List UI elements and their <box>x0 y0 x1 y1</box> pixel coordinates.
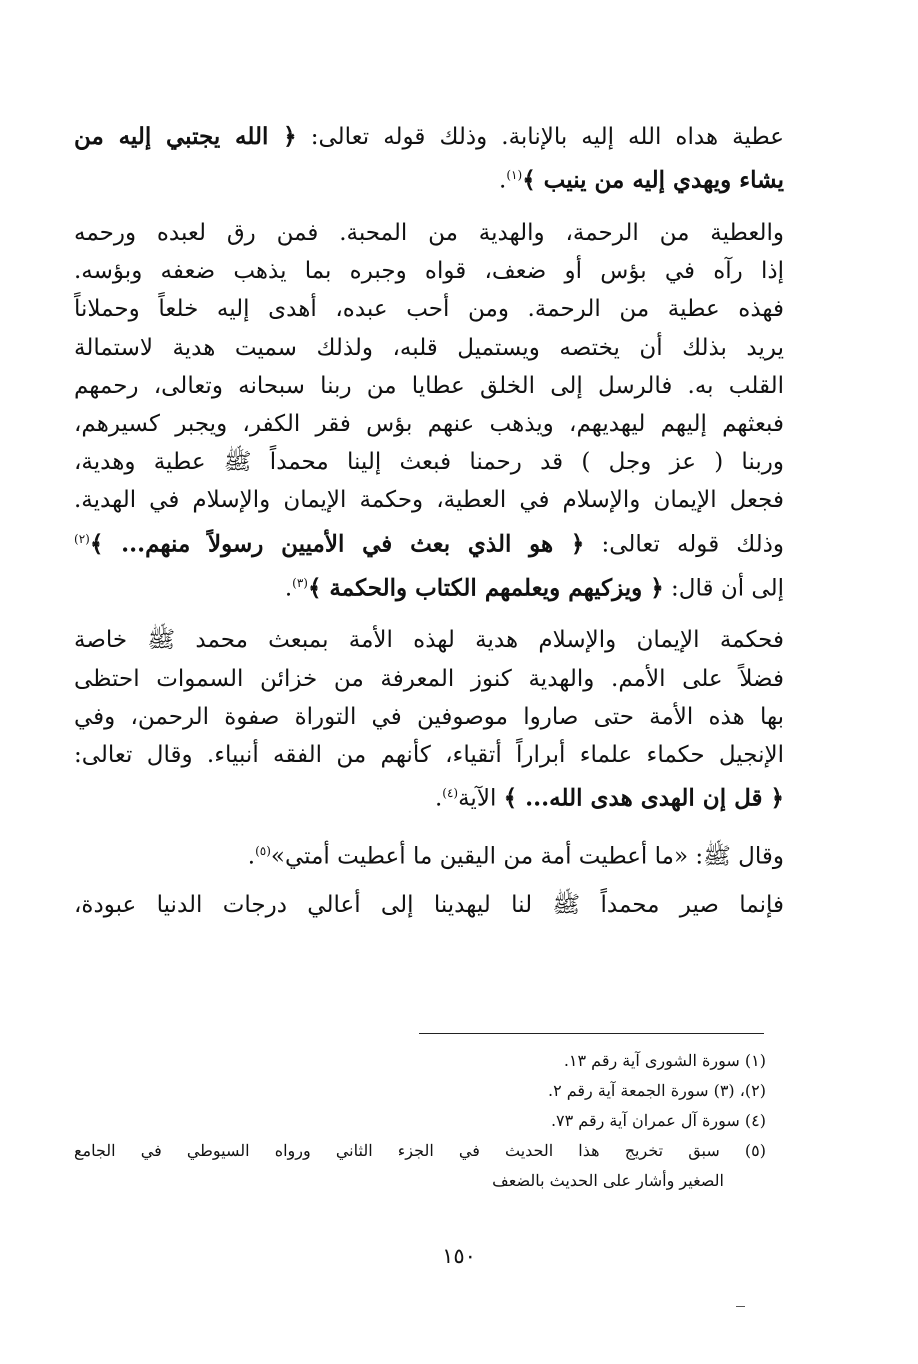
text-line: فحكمة الإيمان والإسلام هدية لهذه الأمة بمبعث محمد ﷺ خاصة <box>74 627 784 654</box>
paragraph-4 <box>74 832 784 876</box>
footnote-1: (١) سورة الشورى آية رقم ١٣. <box>563 1051 766 1070</box>
text-line: إذا رآه في بؤس أو ضعف، قواه وجبره بما يذهب ضعفه وبؤسه. <box>74 258 784 285</box>
text-line: ﴿ قل إن الهدى هدى الله... ﴾ الآية$^{(٤)}$. <box>434 784 784 812</box>
footnote-ref: (٤) <box>442 786 459 801</box>
quran-verse: يشاء ويهدي إليه من ينيب ﴾ <box>522 166 784 194</box>
footnote-3: (٤) سورة آل عمران آية رقم ٧٣. <box>550 1111 766 1130</box>
page-number: ١٥٠ <box>442 1244 476 1268</box>
footnote-separator <box>419 1033 764 1034</box>
text-line: الإنجيل حكماء علماء أبراراً أتقياء، كأنهم من الفقه أنبياء. وقال تعالى: <box>74 742 784 769</box>
quran-verse: ﴿ ويزكيهم ويعلمهم الكتاب والحكمة ﴾ <box>307 574 664 602</box>
text-line: وربنا ( عز وجل ) قد رحمنا فبعث إلينا محمداً ﷺ عطية وهدية، <box>74 449 784 476</box>
quran-verse: ﴿ قل إن الهدى هدى الله... ﴾ <box>503 784 784 812</box>
footnotes <box>74 1046 766 1196</box>
footnote-4: (٥) سبق تخريج هذا الحديث في الجزء الثاني ورواه السيوطي في الجامع <box>74 1141 766 1160</box>
paragraph-5 <box>74 886 784 924</box>
paragraph-1 <box>74 118 784 200</box>
text-line: إلى أن قال: ﴿ ويزكيهم ويعلمهم الكتاب والحكمة ﴾$^{(٣)}$. <box>284 574 784 602</box>
text-line: يشاء ويهدي إليه من ينيب ﴾$^{(١)}$. <box>499 166 784 194</box>
text-line: والعطية من الرحمة، والهدية من المحبة. فمن رق لعبده ورحمه <box>74 220 784 247</box>
text-line: فبعثهم إليهم ليهديهم، ويذهب عنهم بؤس فقر الكفر، ويجبر كسيرهم، <box>74 411 784 438</box>
footnote-ref: (٣) <box>292 575 308 590</box>
footnote-ref: (١) <box>506 168 523 183</box>
text-line: يريد بذلك أن يختصه ويستميل قلبه، ولذلك سميت هدية لاستمالة <box>74 334 784 361</box>
text-line: وقال ﷺ: «ما أعطيت أمة من اليقين ما أعطيت أمتي»$^{(٥)}$. <box>247 843 784 870</box>
text-line: فإنما صير محمداً ﷺ لنا ليهدينا إلى أعالي درجات الدنيا عبودة، <box>74 891 784 918</box>
footnote-ref: (٥) <box>255 844 271 859</box>
page-body <box>74 118 784 938</box>
paragraph-3 <box>74 621 784 818</box>
text-line: فجعل الإيمان والإسلام في العطية، وحكمة الإيمان والإسلام في الهدية. <box>74 487 784 514</box>
text-line: بها هذه الأمة حتى صاروا موصوفين في التوراة صفوة الرحمن، وفي <box>74 703 784 730</box>
text-line: فضلاً على الأمم. والهدية كنوز المعرفة من خزائن السموات احتظى <box>74 665 784 692</box>
text-line: القلب به. فالرسل إلى الخلق عطايا من ربنا سبحانه وتعالى، رحمهم <box>74 372 784 399</box>
footnote-4-continued: الصغير وأشار على الحديث بالضعف <box>492 1171 724 1190</box>
paragraph-2 <box>74 214 784 607</box>
text-line: وذلك قوله تعالى: ﴿ هو الذي بعث في الأميين رسولاً منهم... ﴾$^{(٢)}$ <box>74 530 784 558</box>
footnote-2: (٢)، (٣) سورة الجمعة آية رقم ٢. <box>547 1081 766 1100</box>
footnote-ref: (٢) <box>74 531 90 546</box>
quran-verse: ﴿ هو الذي بعث في الأميين رسولاً منهم... ﴾ <box>89 530 585 558</box>
text-line: فهذه عطية من الرحمة. ومن أحب عبده، أهدى إليه خلعاً وحملاناً <box>74 296 784 323</box>
scan-mark <box>736 1306 745 1307</box>
text-line: عطية هداه الله إليه بالإنابة. وذلك قوله تعالى: ﴿ الله يجتبي إليه من <box>74 123 784 150</box>
quran-verse: ﴿ الله يجتبي إليه من <box>74 123 297 150</box>
